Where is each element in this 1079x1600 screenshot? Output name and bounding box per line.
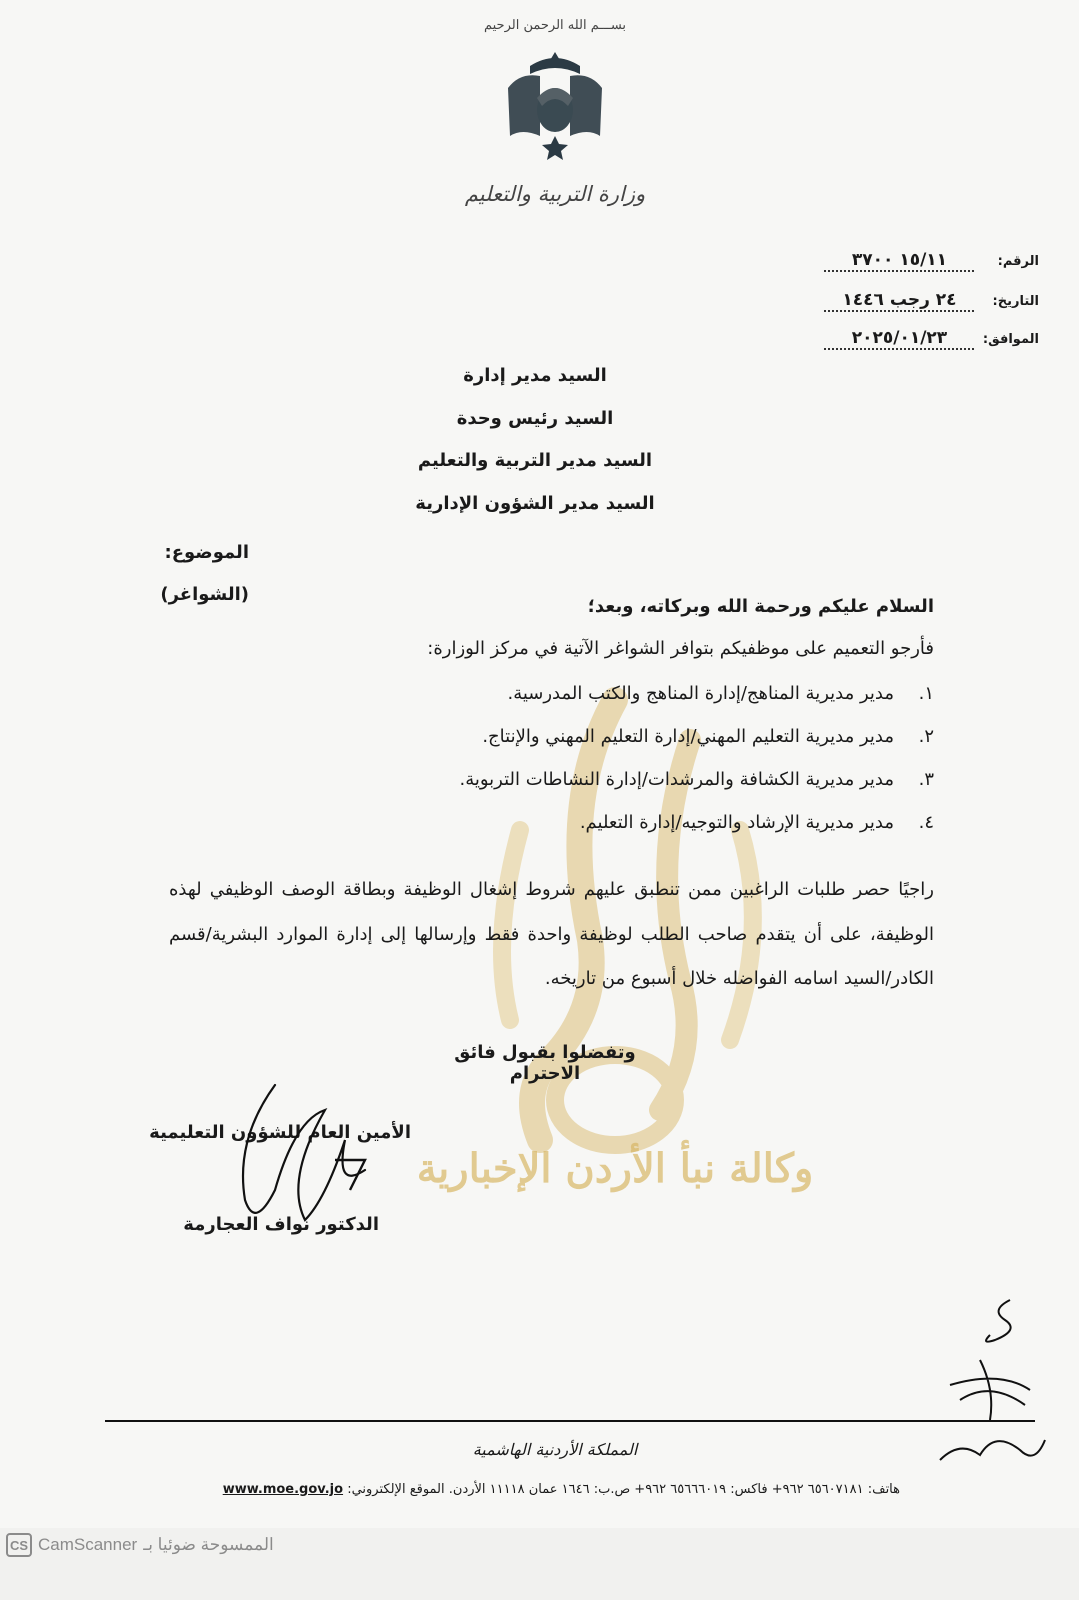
camscanner-logo-icon: CS xyxy=(6,1533,32,1557)
footer-contact xyxy=(180,1482,900,1497)
list-item xyxy=(154,680,934,723)
camscanner-watermark xyxy=(6,1532,274,1558)
subject-value: (الشواغر) xyxy=(160,584,249,605)
margin-initials-icon xyxy=(920,1290,1050,1490)
list-item-number: ٤. xyxy=(918,812,934,833)
camscanner-arabic-text: الممسوحة ضوئيا بـ xyxy=(143,1535,274,1554)
recipient-line: السيد مدير التربية والتعليم xyxy=(417,450,653,471)
list-item xyxy=(154,809,934,852)
signatory-name: الدكتور نواف العجارمة xyxy=(183,1214,379,1235)
handwritten-signature-icon xyxy=(215,1080,385,1240)
greeting: السلام عليكم ورحمة الله وبركاته، وبعد؛ xyxy=(587,596,934,617)
reference-number-value: ١٥/١١ ٣٧٠٠ xyxy=(824,250,974,272)
reference-number xyxy=(809,250,1039,272)
reference-date-label: التاريخ: xyxy=(992,294,1039,309)
reference-date-value: ٢٤ رجب ١٤٤٦ xyxy=(824,290,974,312)
footer-website-link[interactable]: www.moe.gov.jo xyxy=(222,1482,344,1497)
basmala: بســـم الله الرحمن الرحيم xyxy=(483,18,627,33)
recipients-block xyxy=(300,355,770,525)
list-item xyxy=(154,723,934,766)
list-item-text: مدير مديرية الإرشاد والتوجيه/إدارة التعليم. xyxy=(579,812,894,833)
list-item-number: ٣. xyxy=(918,769,934,790)
vacancies-list xyxy=(154,680,934,852)
recipient-line: السيد رئيس وحدة xyxy=(456,407,614,429)
instructions-paragraph: راجيًا حصر طلبات الراغبين ممن تنطبق عليهم شروط إشغال الوظيفة وبطاقة الوصف الوظيفي لهذه الوظيفة، على أن يتقدم صاحب الطلب لوظيفة واحدة فقط وإرسالها إلى إدارة الموارد البشرية/قسم الكادر/السيد اسامه الفواضله خلال أسبوع من تاريخه. xyxy=(169,879,934,989)
reference-date xyxy=(809,290,1039,312)
list-item-text: مدير مديرية الكشافة والمرشدات/إدارة النشاطات التربوية. xyxy=(459,769,894,790)
footer-divider xyxy=(105,1420,1035,1422)
reference-number-label: الرقم: xyxy=(997,254,1039,269)
list-item-text: مدير مديرية المناهج/إدارة المناهج والكتب المدرسية. xyxy=(507,683,894,704)
signatory-title: الأمين العام للشؤون التعليمية xyxy=(149,1122,411,1143)
list-item xyxy=(154,766,934,809)
footer-contact-text: هاتف: ٦٥٦٠٧١٨١ ٩٦٢+ فاكس: ٦٥٦٦٦٠١٩ ٩٦٢+ ص.ب: ١٦٤٦ عمان ١١١١٨ الأردن. الموقع الإلكتروني: xyxy=(347,1482,900,1497)
list-item-text: مدير مديرية التعليم المهني/إدارة التعليم المهني والإنتاج. xyxy=(482,726,894,747)
reference-corresponding-label: الموافق: xyxy=(982,332,1039,347)
recipient-line: السيد مدير الشؤون الإدارية xyxy=(415,492,655,514)
list-item-number: ١. xyxy=(918,683,934,704)
reference-corresponding xyxy=(809,328,1039,350)
watermark-text: وكالة نبأ الأردن الإخبارية xyxy=(416,1145,814,1192)
reference-corresponding-value: ٢٠٢٥/٠١/٢٣ xyxy=(824,328,974,350)
subject-label: الموضوع: xyxy=(164,542,249,563)
recipient-line: السيد مدير إدارة xyxy=(463,365,607,386)
royal-crest-icon xyxy=(500,48,610,163)
ministry-name: وزارة التربية والتعليم xyxy=(464,182,646,206)
list-item-number: ٢. xyxy=(918,726,934,747)
closing-line: وتفضلوا بقبول فائق الاحترام xyxy=(454,1042,636,1084)
footer-kingdom: المملكة الأردنية الهاشمية xyxy=(472,1440,638,1459)
intro-line: فأرجو التعميم على موظفيكم بتوافر الشواغر الآتية في مركز الوزارة: xyxy=(427,638,934,659)
camscanner-text: CamScanner xyxy=(38,1535,138,1554)
